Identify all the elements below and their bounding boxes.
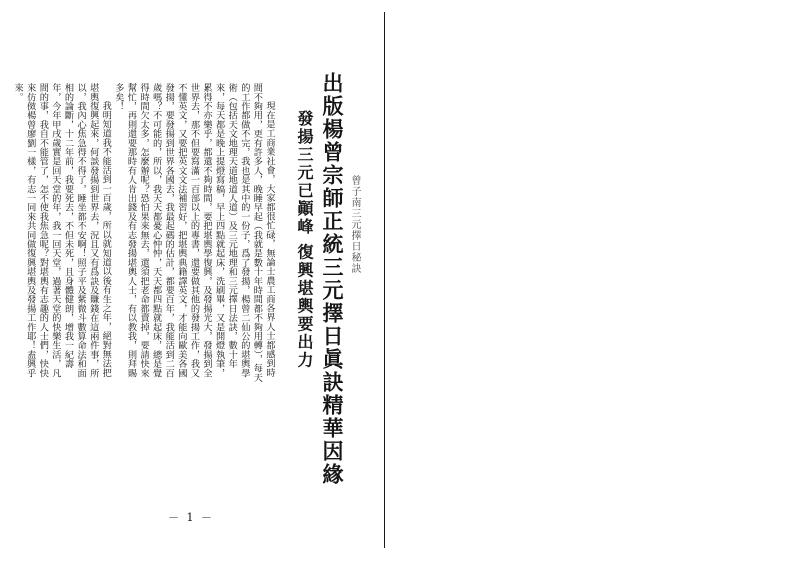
- side-caption: 曾子南三元擇日秘訣: [349, 175, 360, 274]
- paragraph-2: 我明知道我不能活到一百歲，所以就知道以後有生之年，絕對無法把堪輿復興起來，何談發揚到世界去，況且又有爲訣及賺錢在這兩件事，所以，我內心焦急得不得了，睡坐都不安啊！照子平及紫微斗數算命法和面相的論斷，十二年前，我要死去，不但未死，且身體健朗，增我一紀壽年，今年甲戌歲實是回天堂的年，我一回天堂，過著天堂的快樂生活，凡間的事，我自不能管了，怎不使我焦急呢？對堪輿有志趣的人士們，快快來仿傚楊曾廖劉一樣，有志一同來共同做復興堪輿及發揚工作耶！盍興乎來。: [12, 83, 112, 378]
- paragraph-1: 現在是工商業社會，大家都很忙碌，無論士農工商各界人士都感到時間不夠用，更有許多人，晚睡早起（我就是數十年時間都不夠用轉），每天的工作都做不完，我也是其中的一份子，爲了發揚，楊曾二仙公的堪輿學術（包括天文地理天道地道人道）及三元地理和三元擇日法訣，數十年來，每天都是晚上提燈寫稿，早上四點就起床，洗刷畢，又是開燈執筆，累得不亦樂乎，都還不夠時間，要把堪輿學復興，及發揚光大，發揚到全世界去，那不但要寫滿一百部以上的專書，還要做其他的發揚工作，我又不懂英文，又要把英文文法補習好，把堪輿典籍譯英文，才能向歐美各國發揚，要發揚到世界各國去，我最起碼的估計，都要百年，我能活到二百歲嗎？不可能的，所以，我天天都憂心忡忡，天天都四點就起床，總是覺得時間欠太多，怎麼辦呢？恐怕果來無去，還須把老命都賣掉，要請快來幫忙，再則還要那時有人肯出錢及有志發揚堪輿人士，有以教我，則拜賜多矣！: [112, 83, 275, 382]
- page-divider-line: [384, 12, 385, 548]
- body-text: [12, 83, 275, 383]
- page-subtitle: 發揚三元已顚峰 復興堪輿要出力: [295, 110, 314, 370]
- page-title: 出版楊曾宗師正統三元擇日眞訣精華因緣: [320, 72, 344, 486]
- page-number: － 1 －: [168, 511, 214, 524]
